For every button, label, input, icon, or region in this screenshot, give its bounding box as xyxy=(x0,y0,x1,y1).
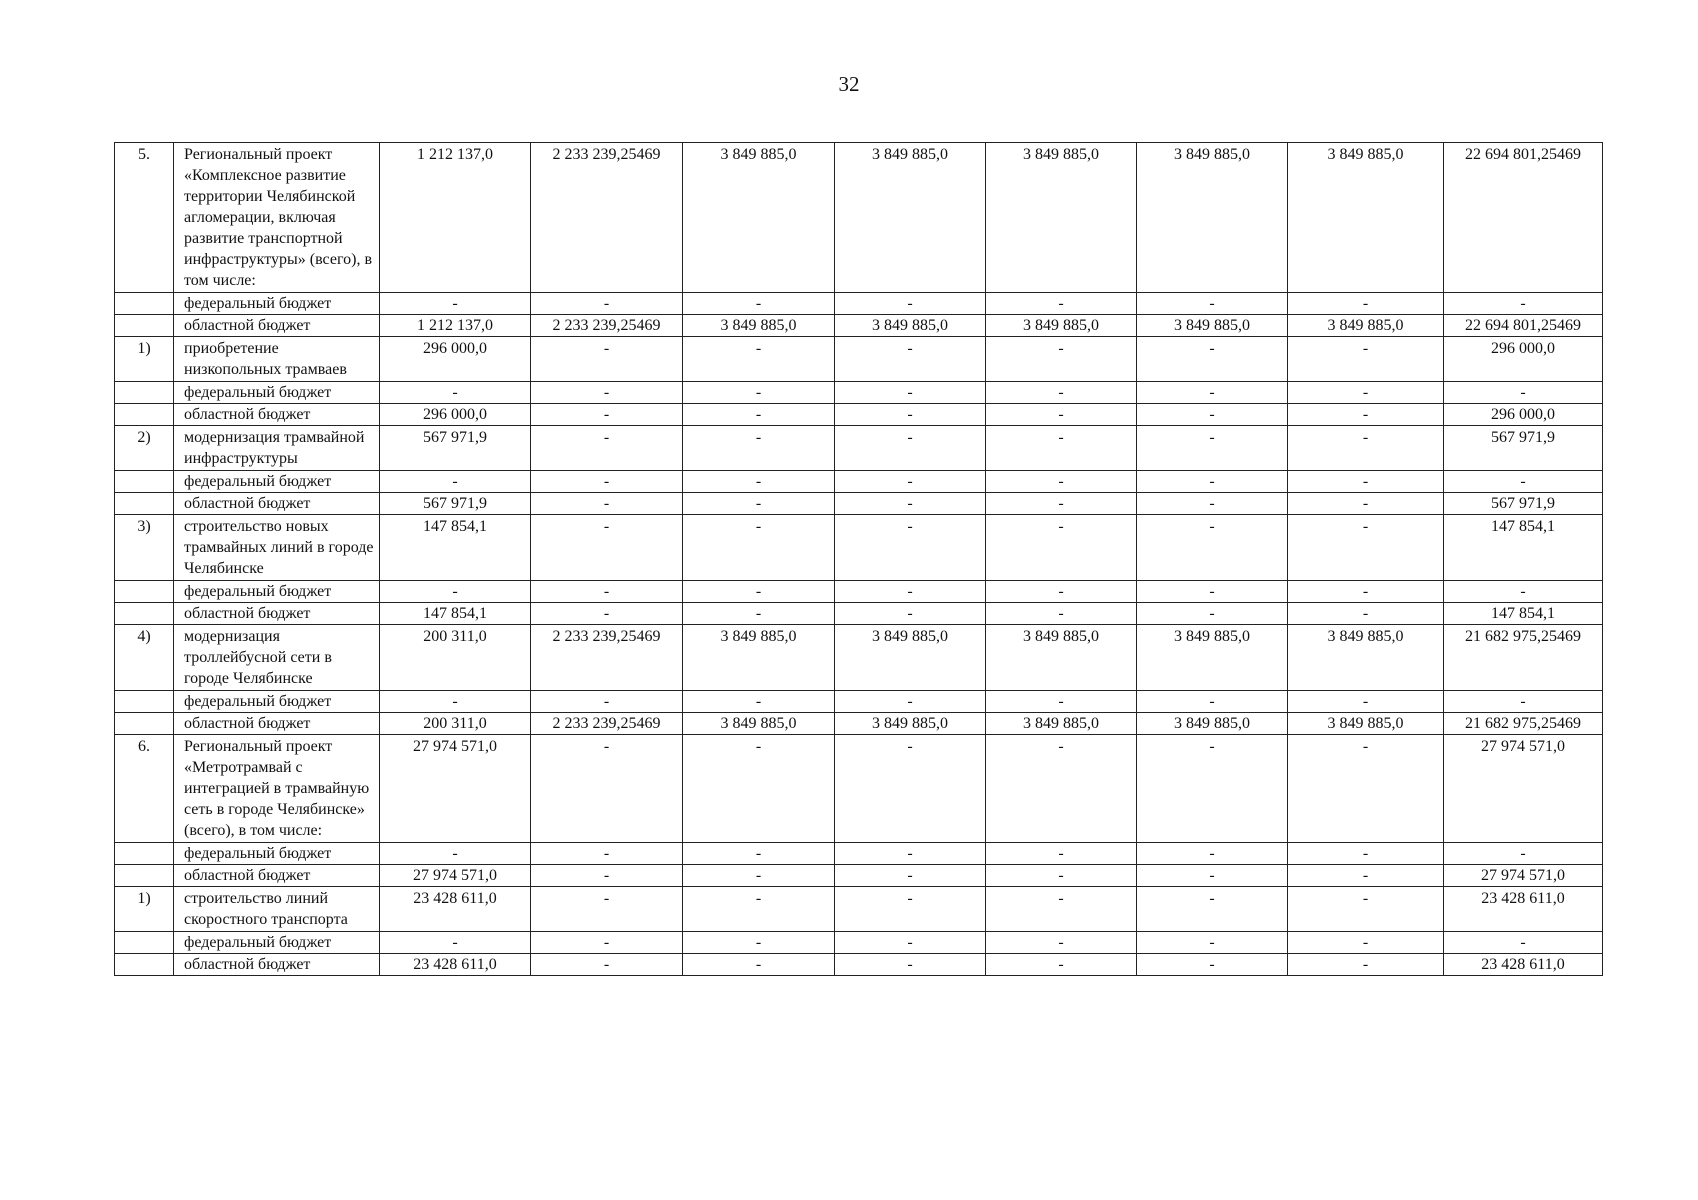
row-number-cell: 5. xyxy=(115,143,174,293)
row-name-cell: федеральный бюджет xyxy=(174,843,380,865)
value-cell: - xyxy=(531,493,683,515)
table-row xyxy=(115,315,1603,337)
value-cell: - xyxy=(986,603,1137,625)
value-cell: 3 849 885,0 xyxy=(986,315,1137,337)
row-number-cell xyxy=(115,954,174,976)
row-name-cell: федеральный бюджет xyxy=(174,382,380,404)
row-name-cell: модернизация троллейбусной сети в городе Челябинске xyxy=(174,625,380,691)
value-cell: - xyxy=(1288,843,1444,865)
row-number-cell xyxy=(115,581,174,603)
value-cell: - xyxy=(531,865,683,887)
value-cell: 3 849 885,0 xyxy=(835,713,986,735)
value-cell: - xyxy=(1444,932,1603,954)
value-cell: 3 849 885,0 xyxy=(1288,315,1444,337)
value-cell: 200 311,0 xyxy=(380,713,531,735)
value-cell: 2 233 239,25469 xyxy=(531,713,683,735)
value-cell: - xyxy=(835,865,986,887)
row-number-cell: 1) xyxy=(115,887,174,932)
value-cell: 21 682 975,25469 xyxy=(1444,713,1603,735)
value-cell: 27 974 571,0 xyxy=(380,735,531,843)
value-cell: 3 849 885,0 xyxy=(683,625,835,691)
value-cell: - xyxy=(380,691,531,713)
value-cell: - xyxy=(835,581,986,603)
value-cell: - xyxy=(1288,337,1444,382)
table-row xyxy=(115,691,1603,713)
value-cell: - xyxy=(986,581,1137,603)
value-cell: 3 849 885,0 xyxy=(1137,713,1288,735)
value-cell: - xyxy=(1137,515,1288,581)
value-cell: - xyxy=(835,843,986,865)
value-cell: 23 428 611,0 xyxy=(1444,887,1603,932)
row-name-cell: федеральный бюджет xyxy=(174,471,380,493)
value-cell: - xyxy=(380,382,531,404)
value-cell: - xyxy=(1288,887,1444,932)
table-row xyxy=(115,337,1603,382)
table-row xyxy=(115,735,1603,843)
value-cell: - xyxy=(835,426,986,471)
row-name-cell: областной бюджет xyxy=(174,404,380,426)
value-cell: 567 971,9 xyxy=(380,426,531,471)
value-cell: - xyxy=(1444,471,1603,493)
table-row xyxy=(115,471,1603,493)
value-cell: 23 428 611,0 xyxy=(380,887,531,932)
row-name-cell: Региональный проект «Комплексное развитие территории Челябинской агломерации, включая развитие транспортной инфраструктуры» (всего), в том числе: xyxy=(174,143,380,293)
value-cell: 21 682 975,25469 xyxy=(1444,625,1603,691)
value-cell: - xyxy=(835,337,986,382)
value-cell: - xyxy=(1288,581,1444,603)
value-cell: 3 849 885,0 xyxy=(683,315,835,337)
table-row xyxy=(115,426,1603,471)
value-cell: - xyxy=(683,887,835,932)
value-cell: - xyxy=(835,293,986,315)
value-cell: - xyxy=(986,404,1137,426)
page-number: 32 xyxy=(838,72,860,96)
table-row xyxy=(115,887,1603,932)
table-row xyxy=(115,581,1603,603)
value-cell: - xyxy=(1288,954,1444,976)
value-cell: - xyxy=(835,493,986,515)
table-row xyxy=(115,843,1603,865)
value-cell: - xyxy=(986,471,1137,493)
value-cell: - xyxy=(986,865,1137,887)
value-cell: - xyxy=(1288,382,1444,404)
row-name-cell: областной бюджет xyxy=(174,865,380,887)
value-cell: - xyxy=(1288,471,1444,493)
value-cell: - xyxy=(1137,735,1288,843)
value-cell: - xyxy=(683,581,835,603)
row-name-cell: модернизация трамвайной инфраструктуры xyxy=(174,426,380,471)
value-cell: - xyxy=(683,493,835,515)
value-cell: - xyxy=(986,337,1137,382)
value-cell: - xyxy=(531,603,683,625)
value-cell: - xyxy=(531,382,683,404)
value-cell: - xyxy=(1137,954,1288,976)
row-name-cell: областной бюджет xyxy=(174,954,380,976)
value-cell: - xyxy=(683,691,835,713)
value-cell: - xyxy=(683,404,835,426)
value-cell: - xyxy=(531,426,683,471)
row-number-cell xyxy=(115,865,174,887)
value-cell: - xyxy=(986,426,1137,471)
value-cell: - xyxy=(1444,581,1603,603)
value-cell: - xyxy=(531,515,683,581)
value-cell: - xyxy=(1137,426,1288,471)
value-cell: - xyxy=(986,843,1137,865)
value-cell: - xyxy=(380,581,531,603)
value-cell: - xyxy=(835,603,986,625)
row-number-cell xyxy=(115,293,174,315)
row-number-cell xyxy=(115,404,174,426)
value-cell: - xyxy=(1137,337,1288,382)
table-row xyxy=(115,625,1603,691)
row-number-cell: 4) xyxy=(115,625,174,691)
value-cell: - xyxy=(1444,691,1603,713)
row-number-cell xyxy=(115,493,174,515)
value-cell: 3 849 885,0 xyxy=(835,315,986,337)
row-number-cell xyxy=(115,932,174,954)
table-row xyxy=(115,932,1603,954)
value-cell: - xyxy=(683,515,835,581)
value-cell: - xyxy=(683,337,835,382)
table-row xyxy=(115,713,1603,735)
value-cell: - xyxy=(531,337,683,382)
row-number-cell: 6. xyxy=(115,735,174,843)
row-name-cell: федеральный бюджет xyxy=(174,932,380,954)
value-cell: - xyxy=(531,887,683,932)
value-cell: 3 849 885,0 xyxy=(1288,143,1444,293)
value-cell: 23 428 611,0 xyxy=(380,954,531,976)
value-cell: - xyxy=(835,932,986,954)
value-cell: - xyxy=(531,843,683,865)
value-cell: 3 849 885,0 xyxy=(986,713,1137,735)
row-number-cell: 3) xyxy=(115,515,174,581)
value-cell: - xyxy=(531,954,683,976)
value-cell: 3 849 885,0 xyxy=(835,625,986,691)
value-cell: 3 849 885,0 xyxy=(1137,625,1288,691)
value-cell: 296 000,0 xyxy=(380,337,531,382)
table-row xyxy=(115,954,1603,976)
value-cell: 1 212 137,0 xyxy=(380,315,531,337)
value-cell: 147 854,1 xyxy=(380,515,531,581)
value-cell: 2 233 239,25469 xyxy=(531,315,683,337)
value-cell: - xyxy=(683,426,835,471)
budget-table xyxy=(114,142,1603,976)
value-cell: - xyxy=(531,471,683,493)
value-cell: - xyxy=(835,382,986,404)
value-cell: - xyxy=(1288,735,1444,843)
value-cell: - xyxy=(1288,404,1444,426)
value-cell: 2 233 239,25469 xyxy=(531,143,683,293)
value-cell: - xyxy=(531,735,683,843)
value-cell: 22 694 801,25469 xyxy=(1444,143,1603,293)
value-cell: 296 000,0 xyxy=(380,404,531,426)
value-cell: - xyxy=(1444,293,1603,315)
table-row xyxy=(115,143,1603,293)
value-cell: - xyxy=(1137,471,1288,493)
value-cell: - xyxy=(986,887,1137,932)
value-cell: - xyxy=(683,954,835,976)
value-cell: - xyxy=(986,954,1137,976)
row-name-cell: федеральный бюджет xyxy=(174,581,380,603)
value-cell: 1 212 137,0 xyxy=(380,143,531,293)
value-cell: - xyxy=(683,735,835,843)
row-name-cell: приобретение низкопольных трамваев xyxy=(174,337,380,382)
value-cell: 147 854,1 xyxy=(1444,515,1603,581)
value-cell: - xyxy=(1288,691,1444,713)
value-cell: - xyxy=(986,293,1137,315)
value-cell: 567 971,9 xyxy=(1444,426,1603,471)
value-cell: 147 854,1 xyxy=(380,603,531,625)
row-number-cell xyxy=(115,603,174,625)
value-cell: - xyxy=(683,843,835,865)
value-cell: - xyxy=(986,515,1137,581)
row-name-cell: федеральный бюджет xyxy=(174,293,380,315)
table-row xyxy=(115,493,1603,515)
value-cell: 3 849 885,0 xyxy=(683,713,835,735)
value-cell: 3 849 885,0 xyxy=(683,143,835,293)
value-cell: 2 233 239,25469 xyxy=(531,625,683,691)
value-cell: 23 428 611,0 xyxy=(1444,954,1603,976)
value-cell: 3 849 885,0 xyxy=(1137,315,1288,337)
value-cell: - xyxy=(986,382,1137,404)
value-cell: 27 974 571,0 xyxy=(1444,735,1603,843)
row-number-cell: 1) xyxy=(115,337,174,382)
row-number-cell xyxy=(115,382,174,404)
value-cell: - xyxy=(531,293,683,315)
value-cell: - xyxy=(683,932,835,954)
value-cell: 200 311,0 xyxy=(380,625,531,691)
value-cell: - xyxy=(683,293,835,315)
value-cell: - xyxy=(531,932,683,954)
value-cell: - xyxy=(1137,382,1288,404)
table-row xyxy=(115,382,1603,404)
value-cell: - xyxy=(1288,865,1444,887)
row-number-cell xyxy=(115,713,174,735)
value-cell: - xyxy=(1137,293,1288,315)
value-cell: - xyxy=(1444,843,1603,865)
value-cell: - xyxy=(835,887,986,932)
value-cell: - xyxy=(835,471,986,493)
row-name-cell: областной бюджет xyxy=(174,315,380,337)
value-cell: - xyxy=(1137,843,1288,865)
value-cell: 27 974 571,0 xyxy=(1444,865,1603,887)
table-row xyxy=(115,603,1603,625)
value-cell: 3 849 885,0 xyxy=(1137,143,1288,293)
value-cell: 567 971,9 xyxy=(1444,493,1603,515)
value-cell: - xyxy=(1137,865,1288,887)
value-cell: - xyxy=(1444,382,1603,404)
value-cell: 27 974 571,0 xyxy=(380,865,531,887)
row-name-cell: федеральный бюджет xyxy=(174,691,380,713)
value-cell: - xyxy=(1137,404,1288,426)
value-cell: - xyxy=(380,471,531,493)
value-cell: - xyxy=(380,843,531,865)
value-cell: - xyxy=(1137,932,1288,954)
value-cell: - xyxy=(835,735,986,843)
value-cell: - xyxy=(986,735,1137,843)
value-cell: - xyxy=(835,404,986,426)
value-cell: - xyxy=(531,581,683,603)
value-cell: 3 849 885,0 xyxy=(986,625,1137,691)
value-cell: - xyxy=(1137,603,1288,625)
row-name-cell: областной бюджет xyxy=(174,493,380,515)
value-cell: - xyxy=(835,515,986,581)
value-cell: - xyxy=(683,865,835,887)
value-cell: - xyxy=(683,382,835,404)
table-row xyxy=(115,293,1603,315)
value-cell: - xyxy=(986,691,1137,713)
value-cell: - xyxy=(1288,426,1444,471)
table-row xyxy=(115,515,1603,581)
value-cell: - xyxy=(380,932,531,954)
row-name-cell: областной бюджет xyxy=(174,603,380,625)
value-cell: - xyxy=(1288,515,1444,581)
value-cell: 3 849 885,0 xyxy=(1288,713,1444,735)
value-cell: - xyxy=(1288,603,1444,625)
value-cell: - xyxy=(1137,691,1288,713)
value-cell: - xyxy=(380,293,531,315)
value-cell: 567 971,9 xyxy=(380,493,531,515)
table-body xyxy=(115,143,1603,976)
value-cell: - xyxy=(1137,887,1288,932)
row-number-cell xyxy=(115,843,174,865)
value-cell: - xyxy=(1137,581,1288,603)
row-name-cell: строительство новых трамвайных линий в городе Челябинске xyxy=(174,515,380,581)
value-cell: - xyxy=(1288,293,1444,315)
value-cell: - xyxy=(683,603,835,625)
value-cell: 3 849 885,0 xyxy=(835,143,986,293)
value-cell: - xyxy=(835,954,986,976)
value-cell: - xyxy=(1288,932,1444,954)
row-number-cell xyxy=(115,471,174,493)
table-row xyxy=(115,404,1603,426)
row-name-cell: областной бюджет xyxy=(174,713,380,735)
row-number-cell xyxy=(115,315,174,337)
value-cell: - xyxy=(986,493,1137,515)
value-cell: - xyxy=(683,471,835,493)
value-cell: - xyxy=(986,932,1137,954)
value-cell: - xyxy=(835,691,986,713)
row-number-cell: 2) xyxy=(115,426,174,471)
row-number-cell xyxy=(115,691,174,713)
value-cell: 147 854,1 xyxy=(1444,603,1603,625)
value-cell: - xyxy=(1288,493,1444,515)
value-cell: - xyxy=(531,691,683,713)
value-cell: 296 000,0 xyxy=(1444,337,1603,382)
row-name-cell: строительство линий скоростного транспорта xyxy=(174,887,380,932)
value-cell: - xyxy=(531,404,683,426)
row-name-cell: Региональный проект «Метротрамвай с интеграцией в трамвайную сеть в городе Челябинске» (всего), в том числе: xyxy=(174,735,380,843)
table-row xyxy=(115,865,1603,887)
value-cell: 3 849 885,0 xyxy=(1288,625,1444,691)
value-cell: - xyxy=(1137,493,1288,515)
value-cell: 296 000,0 xyxy=(1444,404,1603,426)
value-cell: 3 849 885,0 xyxy=(986,143,1137,293)
value-cell: 22 694 801,25469 xyxy=(1444,315,1603,337)
